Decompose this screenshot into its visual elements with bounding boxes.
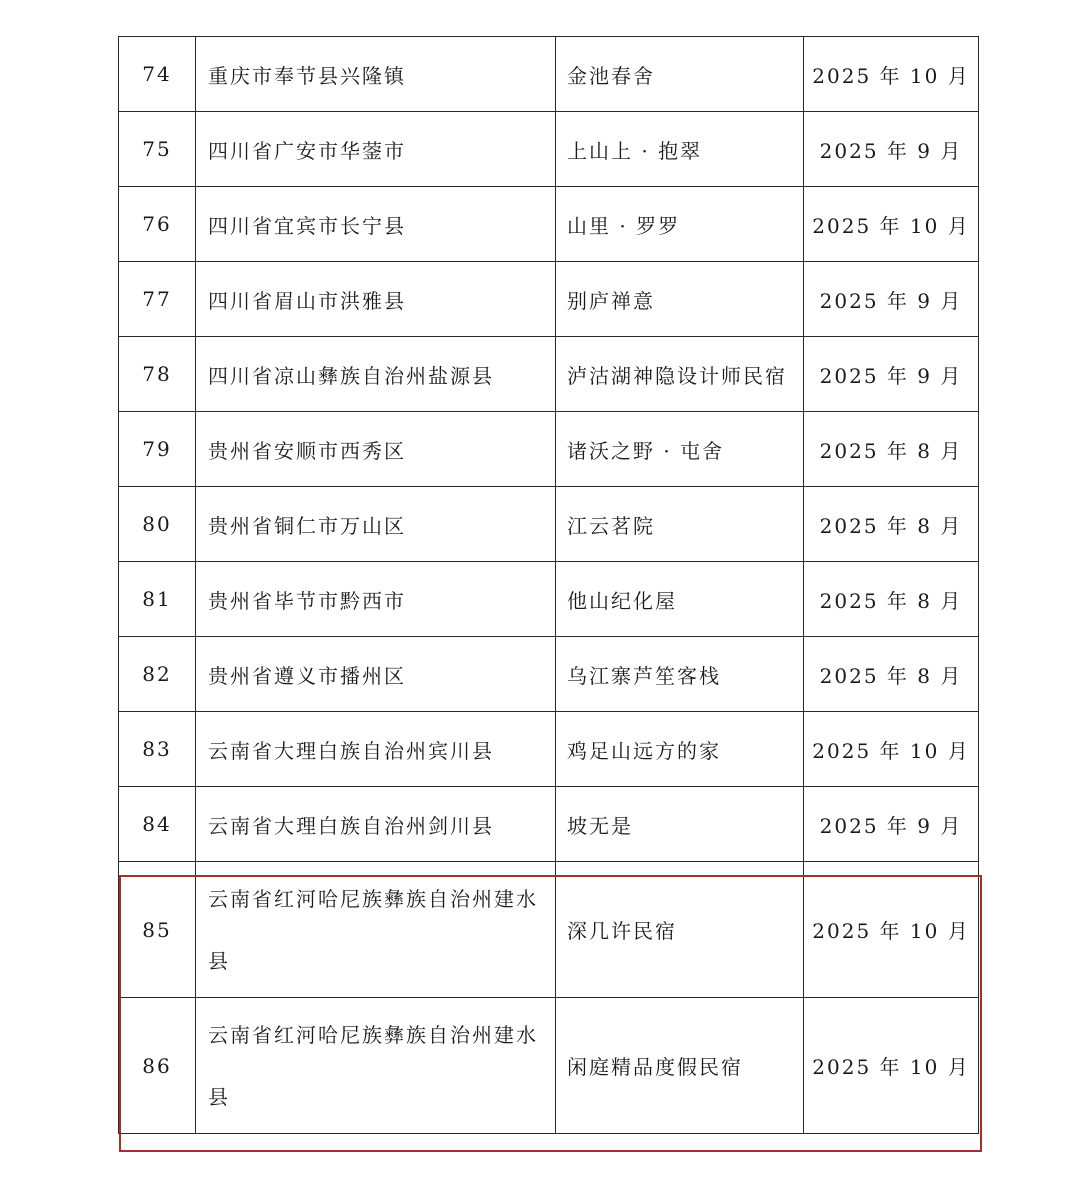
row-number: 76	[119, 187, 196, 262]
date-cell: 2025 年 10 月	[804, 712, 979, 787]
table-row	[119, 637, 979, 712]
date-cell: 2025 年 10 月	[804, 862, 979, 998]
homestay-name-cell: 深几许民宿	[556, 862, 804, 998]
homestay-name-cell: 上山上 · 抱翠	[556, 112, 804, 187]
homestay-name-cell: 乌江寨芦笙客栈	[556, 637, 804, 712]
homestay-table	[118, 36, 979, 1134]
homestay-name-cell: 泸沽湖神隐设计师民宿	[556, 337, 804, 412]
row-number: 85	[119, 862, 196, 998]
row-number: 83	[119, 712, 196, 787]
homestay-name-cell: 山里 · 罗罗	[556, 187, 804, 262]
location-cell: 四川省宜宾市长宁县	[196, 187, 556, 262]
row-number: 78	[119, 337, 196, 412]
date-cell: 2025 年 9 月	[804, 787, 979, 862]
location-cell: 四川省眉山市洪雅县	[196, 262, 556, 337]
table-row	[119, 112, 979, 187]
location-cell: 四川省凉山彝族自治州盐源县	[196, 337, 556, 412]
location-cell: 贵州省毕节市黔西市	[196, 562, 556, 637]
homestay-name-cell: 诸沃之野 · 屯舍	[556, 412, 804, 487]
row-number: 86	[119, 998, 196, 1134]
date-cell: 2025 年 8 月	[804, 637, 979, 712]
location-cell: 云南省红河哈尼族彝族自治州建水县	[196, 862, 556, 998]
table-row	[119, 562, 979, 637]
row-number: 80	[119, 487, 196, 562]
date-cell: 2025 年 10 月	[804, 998, 979, 1134]
homestay-name-cell: 金池春舍	[556, 37, 804, 112]
date-cell: 2025 年 9 月	[804, 112, 979, 187]
table-row-highlighted	[119, 998, 979, 1134]
date-cell: 2025 年 9 月	[804, 262, 979, 337]
homestay-name-cell: 闲庭精品度假民宿	[556, 998, 804, 1134]
homestay-name-cell: 坡无是	[556, 787, 804, 862]
homestay-name-cell: 鸡足山远方的家	[556, 712, 804, 787]
table-row	[119, 337, 979, 412]
location-cell: 云南省大理白族自治州宾川县	[196, 712, 556, 787]
table-row	[119, 787, 979, 862]
table-row	[119, 487, 979, 562]
location-cell: 重庆市奉节县兴隆镇	[196, 37, 556, 112]
row-number: 75	[119, 112, 196, 187]
location-cell: 贵州省安顺市西秀区	[196, 412, 556, 487]
row-number: 77	[119, 262, 196, 337]
date-cell: 2025 年 9 月	[804, 337, 979, 412]
table-row	[119, 187, 979, 262]
row-number: 82	[119, 637, 196, 712]
location-cell: 四川省广安市华蓥市	[196, 112, 556, 187]
date-cell: 2025 年 8 月	[804, 562, 979, 637]
row-number: 79	[119, 412, 196, 487]
homestay-name-cell: 他山纪化屋	[556, 562, 804, 637]
date-cell: 2025 年 10 月	[804, 37, 979, 112]
date-cell: 2025 年 8 月	[804, 487, 979, 562]
row-number: 81	[119, 562, 196, 637]
date-cell: 2025 年 8 月	[804, 412, 979, 487]
table-row	[119, 37, 979, 112]
table-row	[119, 262, 979, 337]
table-row	[119, 712, 979, 787]
location-cell: 云南省大理白族自治州剑川县	[196, 787, 556, 862]
row-number: 74	[119, 37, 196, 112]
location-cell: 贵州省铜仁市万山区	[196, 487, 556, 562]
table-row-highlighted	[119, 862, 979, 998]
location-cell: 贵州省遵义市播州区	[196, 637, 556, 712]
table-row	[119, 412, 979, 487]
row-number: 84	[119, 787, 196, 862]
location-cell: 云南省红河哈尼族彝族自治州建水县	[196, 998, 556, 1134]
homestay-name-cell: 别庐禅意	[556, 262, 804, 337]
date-cell: 2025 年 10 月	[804, 187, 979, 262]
homestay-name-cell: 江云茗院	[556, 487, 804, 562]
